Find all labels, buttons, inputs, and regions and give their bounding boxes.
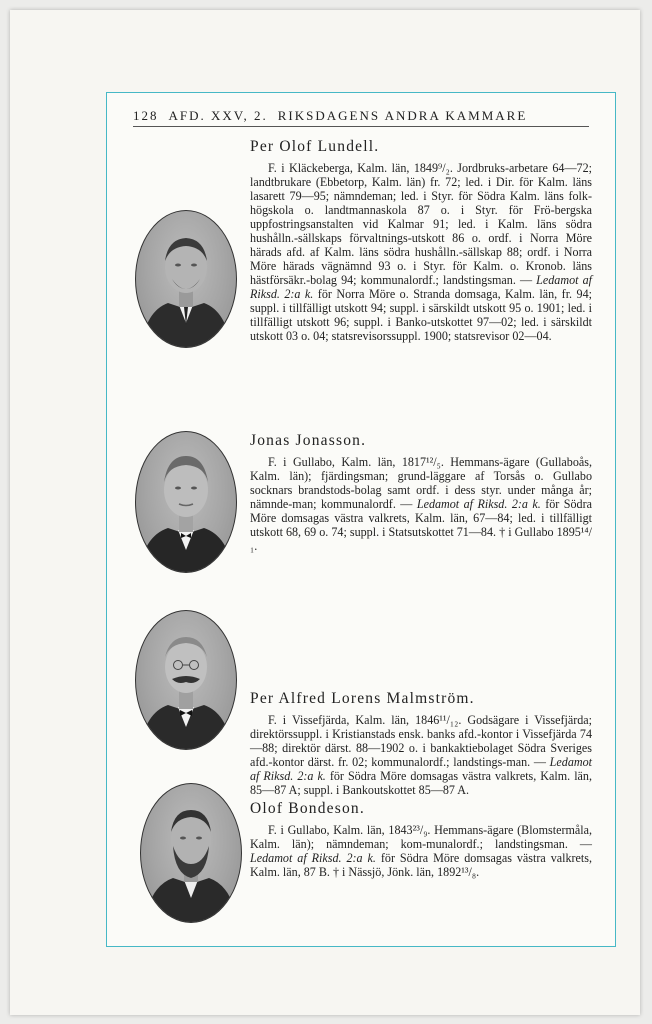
- portrait-photo: [135, 610, 237, 750]
- page-number: 128: [133, 108, 159, 123]
- running-header: [133, 108, 589, 124]
- header-rule: [133, 126, 589, 127]
- entry-biography: F. i Kläckeberga, Kalm. län, 1849⁹/₂. Jordbruks-arbetare 64—72; landtbrukare (Ebbetorp, Kalm. län) fr. 72; led. i Dir. för Kalm. läns lasarett 79—95; nämndeman; led. i Styr. för Södra Kalm. läns folk-högskola o. landtmannaskola 87 o. i Styr. för Frö-bergska uppfostringsanstalten vid Kalmar 91; led. i Kalm. läns södra hushålln.-sällskaps förvaltnings-utskott 86 o. ordf. i Norra Möre härads afd. af Kalm. läns södra hushålln.-sällskap 88; ordf. i Norra Möre härads vägnämnd 93 o. i Styr. för Kalm. o. Kronob. läns hästförsäkr.-bolag 94; kommunalordf.; landstingsman. — Ledamot af Riksd. 2:a k. för Norra Möre o. Stranda domsaga, Kalm. län, fr. 94; suppl. i tillfälligt utskott 94; suppl. i särskildt utskott 95 o. 1901; led. i tillfälligt utskott 96; suppl. i Banko-utskottet 97—02; led. i särskildt utskott 03 o. 04; statsrevisorssuppl. 1900; statsrevisor 02—04.: [250, 161, 592, 343]
- role-italic: Ledamot af Riksd. 2:a k.: [250, 273, 592, 301]
- page-frame: [106, 92, 616, 947]
- section-label: AFD. XXV, 2.: [168, 108, 268, 123]
- entry-biography: F. i Vissefjärda, Kalm. län, 1846¹¹/₁₂. Godsägare i Vissefjärda; direktörssuppl. i Kristianstads ensk. banks afd.-kontor i Vissefjärda 74—88; direktör därst. 88—1902 o. i bankaktiebolaget Södra Sveriges afd.-kontor därst. fr. 02; kommunalordf.; landstings-man. — Ledamot af Riksd. 2:a k. för Södra Möre domsagas västra valkrets, Kalm. län, 85—87 A; suppl. i Bankoutskottet 85—87 A.: [250, 713, 592, 797]
- portrait-image: [136, 611, 236, 749]
- portrait-photo: [140, 783, 242, 923]
- portrait-image: [136, 211, 236, 347]
- role-italic: Ledamot af Riksd. 2:a k.: [250, 851, 376, 865]
- portrait-image: [136, 432, 236, 572]
- entry-name: Per Alfred Lorens Malmström.: [250, 690, 475, 707]
- portrait-photo: [135, 431, 237, 573]
- entry-name: Olof Bondeson.: [250, 800, 365, 817]
- entry-biography: F. i Gullabo, Kalm. län, 1817¹²/₅. Hemmans-ägare (Gullaboås, Kalm. län); fjärdingsman; grund-läggare af Torsås o. Gullabo socknars brandstods-bolag samt ordf. i dess styr. under många år; nämnde-man; kommunalordf. — Ledamot af Riksd. 2:a k. för Södra Möre domsagas västra valkrets, Kalm. län, 67—84; led. i tillfälligt utskott 68, 69 o. 74; suppl. i Statsutskottet 71—84. † i Gullabo 1895¹⁴/₁.: [250, 455, 592, 553]
- chamber-label: RIKSDAGENS ANDRA KAMMARE: [277, 108, 528, 123]
- page-sheet: [10, 10, 640, 1015]
- portrait-image: [141, 784, 241, 922]
- entry-name: Jonas Jonasson.: [250, 432, 367, 449]
- portrait-photo: [135, 210, 237, 348]
- role-italic: Ledamot af Riksd. 2:a k.: [250, 755, 592, 783]
- role-italic: Ledamot af Riksd. 2:a k.: [416, 497, 541, 511]
- entry-name: Per Olof Lundell.: [250, 138, 380, 155]
- entry-biography: F. i Gullabo, Kalm. län, 1843²³/₉. Hemmans-ägare (Blomstermåla, Kalm. län); nämndeman; kom-munalordf.; landstingsman. — Ledamot af Riksd. 2:a k. för Södra Möre domsagas västra valkrets, Kalm. län, 87 B. † i Nässjö, Jönk. län, 1892¹³/₈.: [250, 823, 593, 879]
